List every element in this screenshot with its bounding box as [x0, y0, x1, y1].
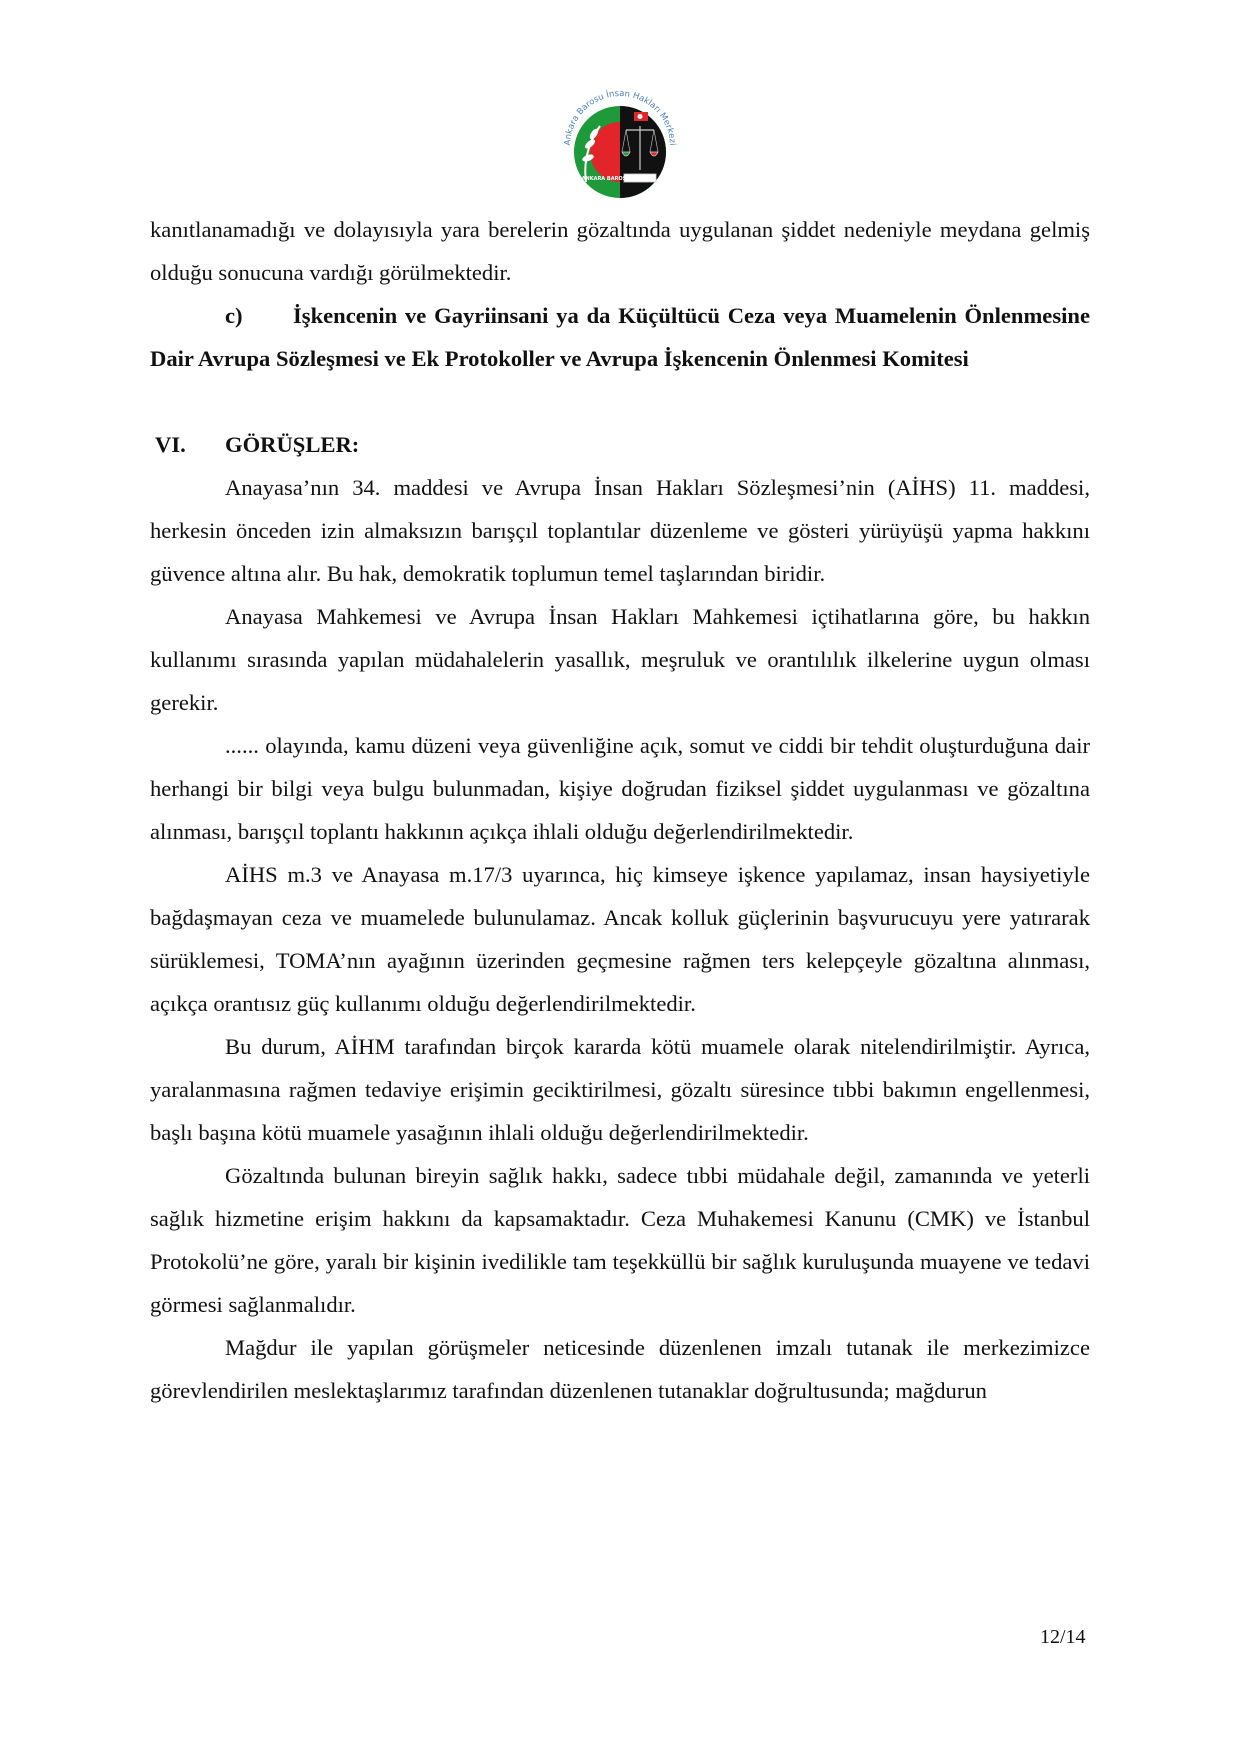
- paragraph: AİHS m.3 ve Anayasa m.17/3 uyarınca, hiç kimseye işkence yapılamaz, insan haysiyetiyle bağdaşmayan ceza ve muamelede bulunulamaz. Ancak kolluk güçlerinin başvurucuyu yere yatırarak sürüklemesi, TOMA’nın ayağının üzerinden geçmesine rağmen ters kelepçeyle gözaltına alınması, açıkça orantısız güç kullanımı olduğu değerlendirilmektedir.: [150, 862, 1090, 1016]
- ankara-bar-human-rights-center-logo: [556, 82, 684, 210]
- section-heading: [150, 423, 1090, 466]
- paragraph: Gözaltında bulunan bireyin sağlık hakkı, sadece tıbbi müdahale değil, zamanında ve yeterli sağlık hizmetine erişim hakkını da kapsamaktadır. Ceza Muhakemesi Kanunu (CMK) ve İstanbul Protokolü’ne göre, yaralı bir kişinin ivedilikle tam teşekküllü bir sağlık kuruluşunda muayene ve tedavi görmesi sağlanmalıdır.: [150, 1163, 1090, 1317]
- page-number: 12/14: [1040, 1626, 1086, 1648]
- logo-sub-text: ANKARA BAROSU: [581, 176, 631, 182]
- logo-emblem-icon: [556, 82, 684, 210]
- document-body: [150, 208, 1090, 1412]
- subheading-c: [150, 294, 1090, 380]
- paragraph-continuation: kanıtlanamadığı ve dolayısıyla yara berelerin gözaltında uygulanan şiddet nedeniyle meydana gelmiş olduğu sonucuna vardığı görülmektedir.: [150, 217, 1090, 285]
- logo-arc-text: Ankara Barosu İnsan Hakları Merkezi: [562, 88, 678, 146]
- section-title: GÖRÜŞLER:: [225, 432, 360, 457]
- paragraph: Mağdur ile yapılan görüşmeler neticesinde düzenlenen imzalı tutanak ile merkezimizce görevlendirilen meslektaşlarımız tarafından düzenlenen tutanaklar doğrultusunda; mağdurun: [150, 1335, 1090, 1403]
- paragraph: ...... olayında, kamu düzeni veya güvenliğine açık, somut ve ciddi bir tehdit oluşturduğuna dair herhangi bir bilgi veya bulgu bulunmadan, kişiye doğrudan fiziksel şiddet uygulanması ve gözaltına alınması, barışçıl toplantı hakkının açıkça ihlali olduğu değerlendirilmektedir.: [150, 733, 1090, 844]
- paragraph: Bu durum, AİHM tarafından birçok kararda kötü muamele olarak nitelendirilmiştir. Ayrıca, yaralanmasına rağmen tedaviye erişimin geciktirilmesi, gözaltı süresince tıbbi bakımın engellenmesi, başlı başına kötü muamele yasağının ihlali olduğu değerlendirilmektedir.: [150, 1034, 1090, 1145]
- subheading-marker: c): [225, 303, 243, 328]
- paragraph: Anayasa’nın 34. maddesi ve Avrupa İnsan Hakları Sözleşmesi’nin (AİHS) 11. maddesi, herkesin önceden izin almaksızın barışçıl toplantılar düzenleme ve gösteri yürüyüşü yapma hakkını güvence altına alır. Bu hak, demokratik toplumun temel taşlarından biridir.: [150, 475, 1090, 586]
- paragraph: Anayasa Mahkemesi ve Avrupa İnsan Hakları Mahkemesi içtihatlarına göre, bu hakkın kullanımı sırasında yapılan müdahalelerin yasallık, meşruluk ve orantılılık ilkelerine uygun olması gerekir.: [150, 604, 1090, 715]
- section-number: VI.: [155, 432, 186, 457]
- subheading-text: İşkencenin ve Gayriinsani ya da Küçültücü Ceza veya Muamelenin Önlenmesine Dair Avrupa Sözleşmesi ve Ek Protokoller ve Avrupa İşkencenin Önlenmesi Komitesi: [150, 303, 1090, 371]
